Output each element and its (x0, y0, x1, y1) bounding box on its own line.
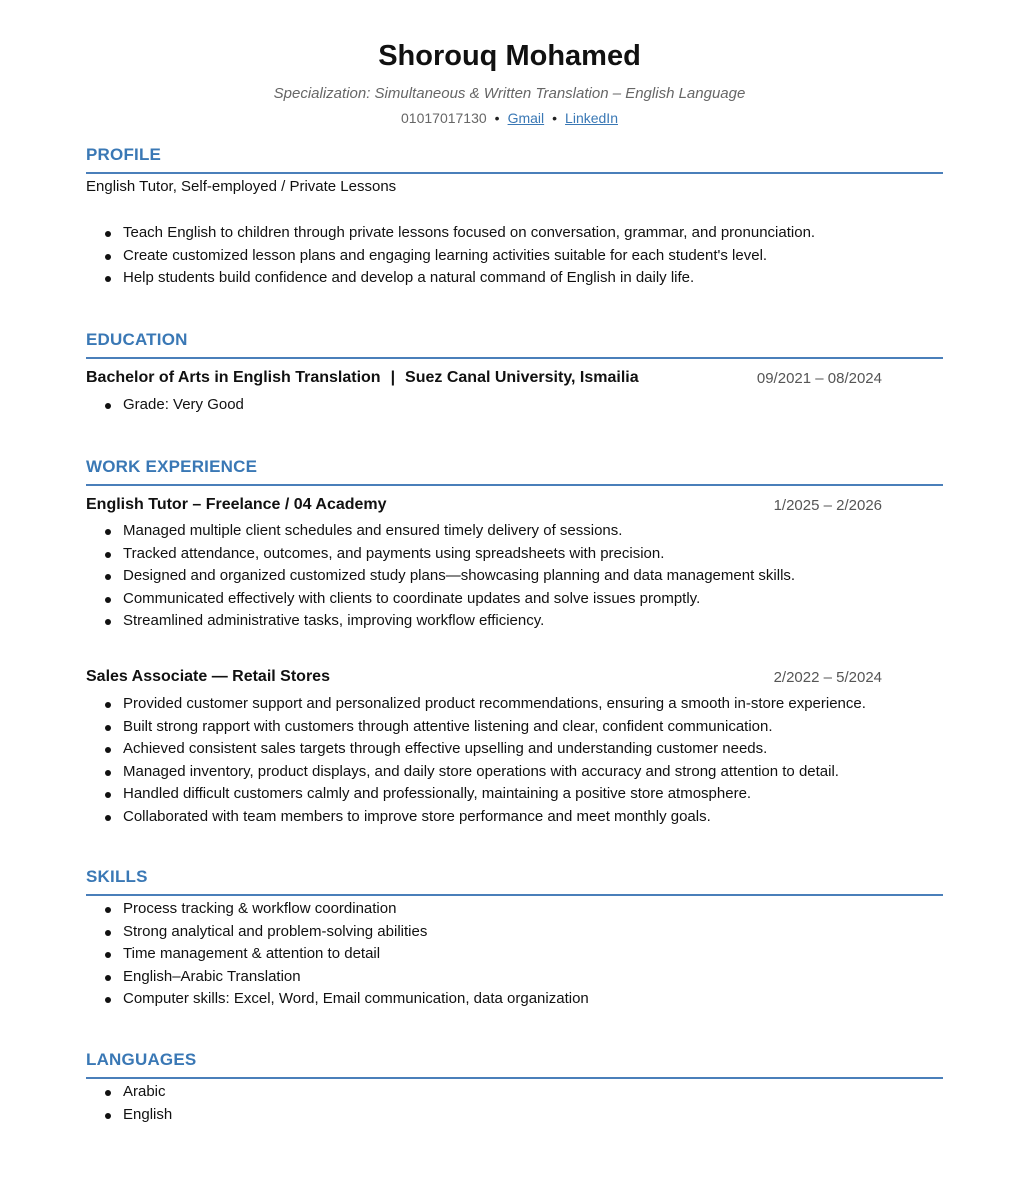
list-item: Achieved consistent sales targets through effective upselling and understanding customer needs. (86, 738, 946, 761)
candidate-name: Shorouq Mohamed (378, 40, 641, 72)
profile-bullets (86, 222, 946, 290)
section-heading-skills: SKILLS (86, 867, 943, 896)
gmail-link[interactable]: Gmail (507, 110, 545, 126)
list-item: Streamlined administrative tasks, improving workflow efficiency. (86, 610, 946, 633)
list-item: Handled difficult customers calmly and professionally, maintaining a positive store atmosphere. (86, 783, 946, 806)
job-dates: 1/2025 – 2/2026 (773, 497, 882, 514)
list-item: Managed multiple client schedules and ensured timely delivery of sessions. (86, 520, 946, 543)
list-item: Teach English to children through private lessons focused on conversation, grammar, and pronunciation. (86, 222, 946, 245)
list-item: Grade: Very Good (86, 394, 946, 417)
education-title (86, 369, 639, 387)
job-title: English Tutor – Freelance / 04 Academy (86, 496, 387, 513)
list-item: Managed inventory, product displays, and daily store operations with accuracy and strong attention to detail. (86, 761, 946, 784)
list-item: Arabic (86, 1081, 946, 1104)
list-item: Designed and organized customized study plans—showcasing planning and data management skills. (86, 565, 946, 588)
list-item: Communicated effectively with clients to coordinate updates and solve issues promptly. (86, 588, 946, 611)
linkedin-link[interactable]: LinkedIn (565, 110, 618, 126)
contact-line (0, 110, 1019, 126)
list-item: Strong analytical and problem-solving abilities (86, 921, 946, 944)
list-item: Tracked attendance, outcomes, and payments using spreadsheets with precision. (86, 543, 946, 566)
skills-bullets (86, 898, 946, 1011)
list-item: Time management & attention to detail (86, 943, 946, 966)
list-item: English–Arabic Translation (86, 966, 946, 989)
list-item: Process tracking & workflow coordination (86, 898, 946, 921)
languages-bullets (86, 1081, 946, 1126)
education-dates: 09/2021 – 08/2024 (756, 370, 882, 387)
section-heading-languages: LANGUAGES (86, 1050, 943, 1079)
job-dates: 2/2022 – 5/2024 (773, 669, 882, 686)
separator-dot: • (552, 110, 558, 126)
school: Suez Canal University, Ismailia (405, 369, 639, 386)
list-item: Provided customer support and personalized product recommendations, ensuring a smooth in-store experience. (86, 693, 946, 716)
separator-dot: • (494, 110, 500, 126)
specialization: Specialization: Simultaneous & Written Translation – English Language (273, 85, 746, 102)
phone-number: 01017017130 (401, 110, 487, 126)
list-item: Built strong rapport with customers through attentive listening and clear, confident communication. (86, 716, 946, 739)
list-item: Computer skills: Excel, Word, Email communication, data organization (86, 988, 946, 1011)
profile-role: English Tutor, Self-employed / Private Lessons (86, 178, 397, 195)
list-item: Create customized lesson plans and engaging learning activities suitable for each student's level. (86, 245, 946, 268)
list-item: English (86, 1104, 946, 1127)
section-heading-education: EDUCATION (86, 330, 943, 359)
education-bullets (86, 394, 946, 417)
job-title: Sales Associate — Retail Stores (86, 668, 330, 685)
section-heading-profile: PROFILE (86, 145, 943, 174)
degree: Bachelor of Arts in English Translation (86, 369, 381, 386)
job-bullets (86, 693, 946, 828)
job-bullets (86, 520, 946, 633)
list-item: Help students build confidence and develop a natural command of English in daily life. (86, 267, 946, 290)
section-heading-work-experience: WORK EXPERIENCE (86, 457, 943, 486)
list-item: Collaborated with team members to improve store performance and meet monthly goals. (86, 806, 946, 829)
title-separator: | (390, 369, 396, 386)
